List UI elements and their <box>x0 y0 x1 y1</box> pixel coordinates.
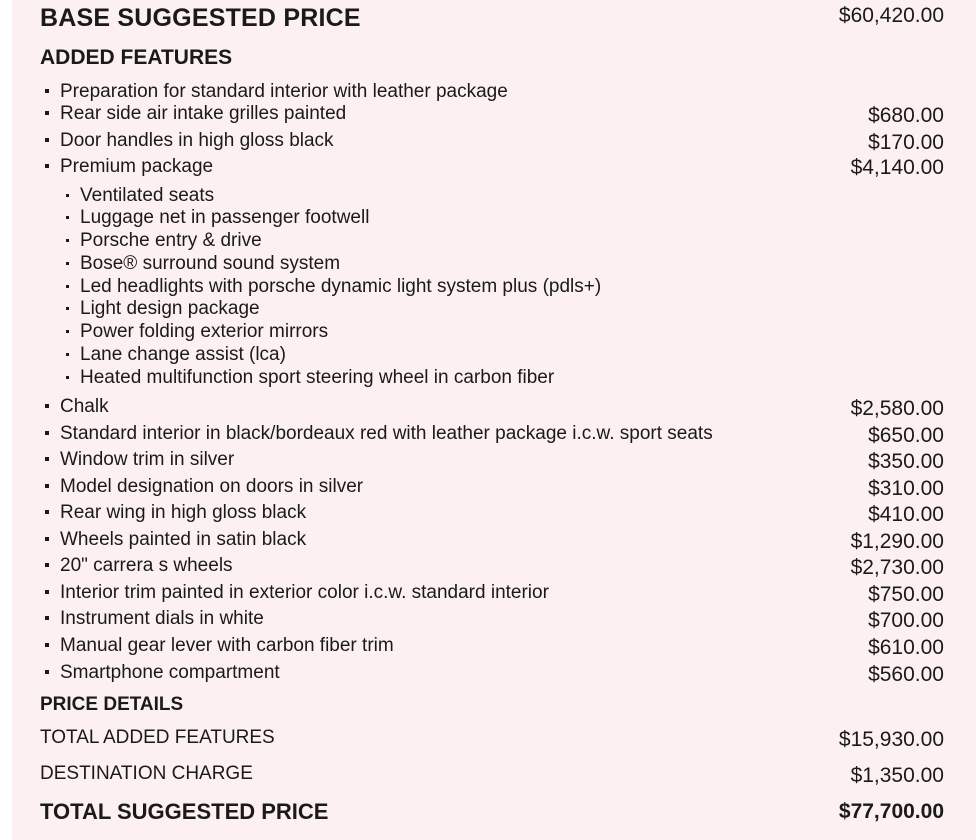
bullet-icon <box>45 670 49 674</box>
total-suggested-price-amount: $77,700.00 <box>838 800 944 823</box>
feature-amount: $560.00 <box>868 663 944 686</box>
sub-feature-label: Heated multifunction sport steering wheel in carbon fiber <box>80 367 555 388</box>
feature-label: Premium package <box>60 156 214 177</box>
bullet-icon <box>66 353 69 356</box>
feature-amount: $170.00 <box>868 131 944 154</box>
total-suggested-price-label: TOTAL SUGGESTED PRICE <box>40 799 329 824</box>
bullet-icon <box>45 431 49 435</box>
feature-label: Chalk <box>60 396 109 417</box>
sub-feature-label: Power folding exterior mirrors <box>80 321 329 342</box>
sub-feature-label: Led headlights with porsche dynamic light system plus (pdls+) <box>80 276 602 297</box>
feature-amount: $4,140.00 <box>850 156 944 179</box>
feature-amount: $750.00 <box>868 583 944 606</box>
bullet-icon <box>45 616 49 620</box>
feature-amount: $680.00 <box>868 104 944 127</box>
feature-label: Preparation for standard interior with leather package <box>60 81 508 102</box>
bullet-icon <box>66 216 69 219</box>
feature-amount: $700.00 <box>868 609 944 632</box>
bullet-icon <box>45 563 49 567</box>
total-added-features-amount: $15,930.00 <box>838 728 944 751</box>
bullet-icon <box>45 138 49 142</box>
feature-amount: $610.00 <box>868 636 944 659</box>
bullet-icon <box>45 111 49 115</box>
feature-label: Door handles in high gloss black <box>60 130 334 151</box>
bullet-icon <box>66 194 69 197</box>
feature-amount: $650.00 <box>868 424 944 447</box>
bullet-icon <box>66 262 69 265</box>
feature-label: Window trim in silver <box>60 449 235 470</box>
sub-feature-label: Lane change assist (lca) <box>80 344 286 365</box>
feature-label: Wheels painted in satin black <box>60 529 307 550</box>
feature-label: Rear wing in high gloss black <box>60 502 307 523</box>
feature-amount: $2,730.00 <box>850 556 944 579</box>
feature-label: 20" carrera s wheels <box>60 555 233 576</box>
bullet-icon <box>45 457 49 461</box>
bullet-icon <box>45 590 49 594</box>
feature-label: Instrument dials in white <box>60 608 264 629</box>
price-details-heading: PRICE DETAILS <box>40 694 184 715</box>
base-price-label: BASE SUGGESTED PRICE <box>40 4 361 32</box>
feature-label: Smartphone compartment <box>60 662 280 683</box>
sub-feature-label: Light design package <box>80 298 260 319</box>
bullet-icon <box>45 643 49 647</box>
feature-label: Interior trim painted in exterior color i.c.w. standard interior <box>60 582 549 603</box>
bullet-icon <box>45 484 49 488</box>
sub-feature-label: Bose® surround sound system <box>80 253 341 274</box>
added-features-heading: ADDED FEATURES <box>40 46 233 69</box>
sub-feature-label: Porsche entry & drive <box>80 230 262 251</box>
feature-amount: $410.00 <box>868 503 944 526</box>
price-summary-panel <box>12 0 976 840</box>
sub-feature-label: Ventilated seats <box>80 185 215 206</box>
feature-amount: $310.00 <box>868 477 944 500</box>
bullet-icon <box>66 285 69 288</box>
bullet-icon <box>66 376 69 379</box>
feature-label: Manual gear lever with carbon fiber trim <box>60 635 394 656</box>
feature-label: Standard interior in black/bordeaux red with leather package i.c.w. sport seats <box>60 423 713 444</box>
feature-label: Model designation on doors in silver <box>60 476 364 497</box>
base-price-amount: $60,420.00 <box>838 4 944 27</box>
bullet-icon <box>45 89 49 93</box>
feature-amount: $2,580.00 <box>850 397 944 420</box>
feature-amount: $350.00 <box>868 450 944 473</box>
bullet-icon <box>45 404 49 408</box>
total-added-features-label: TOTAL ADDED FEATURES <box>40 727 275 748</box>
feature-label: Rear side air intake grilles painted <box>60 103 347 124</box>
bullet-icon <box>45 164 49 168</box>
bullet-icon <box>66 307 69 310</box>
bullet-icon <box>66 239 69 242</box>
sub-feature-label: Luggage net in passenger footwell <box>80 207 370 228</box>
feature-amount: $1,290.00 <box>850 530 944 553</box>
bullet-icon <box>66 330 69 333</box>
bullet-icon <box>45 510 49 514</box>
destination-charge-label: DESTINATION CHARGE <box>40 763 253 784</box>
destination-charge-amount: $1,350.00 <box>850 764 944 787</box>
bullet-icon <box>45 537 49 541</box>
